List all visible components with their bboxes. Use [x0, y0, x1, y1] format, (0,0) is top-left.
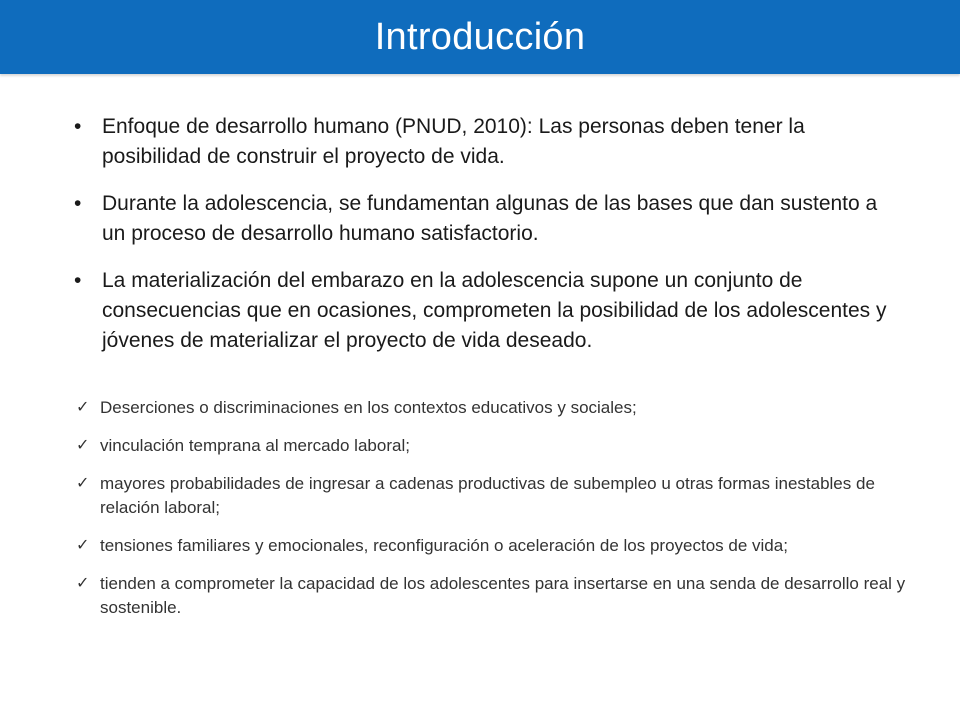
check-text: mayores probabilidades de ingresar a cadenas productivas de subempleo u otras formas inestables de relación laboral; [100, 474, 875, 517]
bullet-dot-icon: • [74, 115, 82, 138]
bullet-item [74, 112, 894, 172]
bullet-text: Durante la adolescencia, se fundamentan algunas de las bases que dan sustento a un proceso de desarrollo humano satisfactorio. [102, 192, 878, 245]
title-bar [0, 0, 960, 74]
checkmark-icon: ✓ [76, 399, 90, 416]
bullet-item [74, 266, 894, 356]
check-text: tienden a comprometer la capacidad de los adolescentes para insertarse en una senda de desarrollo real y sostenible. [100, 574, 906, 617]
checkmark-icon: ✓ [76, 475, 90, 492]
check-item [76, 396, 906, 420]
checkmark-icon: ✓ [76, 537, 90, 554]
check-text: Deserciones o discriminaciones en los contextos educativos y sociales; [100, 398, 637, 417]
bullet-text: La materialización del embarazo en la adolescencia supone un conjunto de consecuencias que en ocasiones, comprometen la posibilidad de los adolescentes y jóvenes de materializar el proyecto de vida deseado. [102, 269, 887, 352]
bullet-text: Enfoque de desarrollo humano (PNUD, 2010): Las personas deben tener la posibilidad de construir el proyecto de vida. [102, 115, 805, 168]
bullet-dot-icon: • [74, 192, 82, 215]
check-item [76, 472, 906, 520]
main-bullet-list [74, 112, 894, 373]
checkmark-icon: ✓ [76, 575, 90, 592]
bullet-dot-icon: • [74, 269, 82, 292]
slide-title: Introducción [374, 15, 586, 58]
checkmark-icon: ✓ [76, 437, 90, 454]
check-text: vinculación temprana al mercado laboral; [100, 436, 410, 455]
bullet-item [74, 189, 894, 249]
check-item [76, 434, 906, 458]
consequences-checklist [76, 396, 906, 634]
check-item [76, 534, 906, 558]
check-item [76, 572, 906, 620]
check-text: tensiones familiares y emocionales, reconfiguración o aceleración de los proyectos de vida; [100, 536, 788, 555]
